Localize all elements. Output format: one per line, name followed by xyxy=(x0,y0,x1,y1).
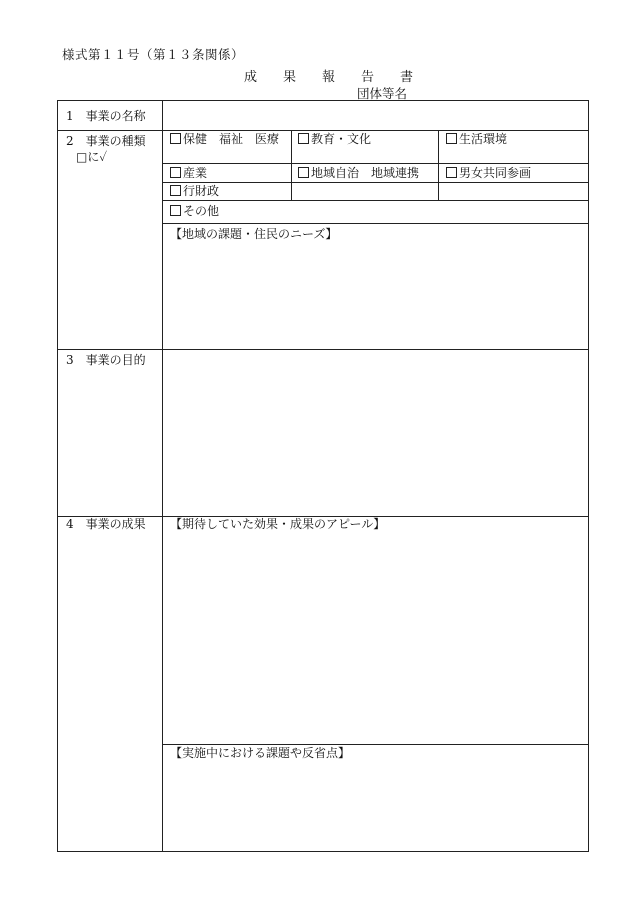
label-column-divider xyxy=(162,101,163,851)
project-results-label: 4 事業の成果 xyxy=(66,517,146,531)
checkbox-icon[interactable] xyxy=(170,133,181,144)
row-divider-1 xyxy=(58,130,588,131)
type-grid-row-1 xyxy=(162,163,588,164)
option-administration[interactable]: 行財政 xyxy=(170,184,219,199)
option-health-welfare[interactable]: 保健 福祉 医療 xyxy=(170,132,288,147)
project-purpose-label: 3 事業の目的 xyxy=(66,353,146,367)
checkbox-icon[interactable] xyxy=(298,167,309,178)
results-divider xyxy=(162,744,588,745)
checkbox-icon[interactable] xyxy=(446,133,457,144)
option-living-environment[interactable]: 生活環境 xyxy=(446,132,507,147)
checkbox-icon[interactable] xyxy=(170,185,181,196)
project-type-label: 2 事業の種類 xyxy=(66,134,146,148)
option-industry[interactable]: 産業 xyxy=(170,166,207,181)
issues-heading: 【実施中における課題や反省点】 xyxy=(170,746,351,760)
type-grid-row-4 xyxy=(162,223,588,224)
option-gender-equality[interactable]: 男女共同参画 xyxy=(446,166,531,181)
type-grid-col-2 xyxy=(438,130,439,200)
expected-results-heading: 【期待していた効果・成果のアピール】 xyxy=(170,517,386,531)
document-title: 成果報告書 xyxy=(244,70,440,85)
option-other[interactable]: その他 xyxy=(170,204,219,219)
type-grid-col-1 xyxy=(291,130,292,200)
report-table xyxy=(57,100,589,852)
regional-needs-heading: 【地域の課題・住民のニーズ】 xyxy=(170,227,338,241)
row-divider-2 xyxy=(58,349,588,350)
checkbox-icon[interactable] xyxy=(298,133,309,144)
checkbox-icon[interactable] xyxy=(170,205,181,216)
option-community[interactable]: 地域自治 地域連携 xyxy=(298,166,419,181)
option-education-culture[interactable]: 教育・文化 xyxy=(298,132,371,147)
project-name-label: 1 事業の名称 xyxy=(66,109,146,123)
form-number: 様式第１１号（第１３条関係） xyxy=(62,47,245,62)
project-type-instruction: □に✓ xyxy=(76,150,108,164)
checkbox-icon[interactable] xyxy=(446,167,457,178)
organization-name-field[interactable] xyxy=(357,84,572,101)
organization-name-label: 団体等名 xyxy=(357,86,408,101)
type-grid-row-3 xyxy=(162,200,588,201)
type-grid-row-2 xyxy=(162,182,588,183)
checkbox-icon[interactable] xyxy=(170,167,181,178)
